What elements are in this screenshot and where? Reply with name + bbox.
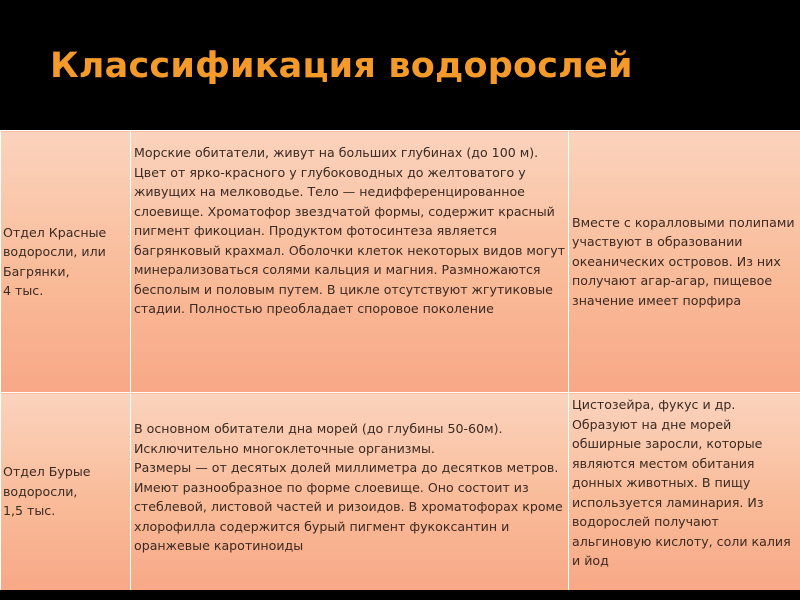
table-cell-usage: Вместе с коралловыми полипами участвуют в образовании океанических островов. Из них получают агар-агар, пищевое значение имеет порфира: [569, 131, 800, 393]
table-row-red-algae: [1, 131, 800, 393]
slide-bottom-bar: [0, 590, 800, 600]
table-cell-usage: Цистозейра, фукус и др. Образуют на дне морей обширные заросли, которые являются местом обитания донных животных. В пищу используется ламинария. Из водорослей получают альгиновую кислоту, соли калия и йод: [569, 393, 800, 591]
table-cell-division-name: Отдел Бурые водоросли, 1,5 тыс.: [1, 393, 131, 591]
algae-classification-table: [0, 130, 800, 591]
table-cell-division-name: Отдел Красные водоросли, или Багрянки, 4 тыс.: [1, 131, 131, 393]
table-row-brown-algae: [1, 393, 800, 591]
table-cell-description: В основном обитатели дна морей (до глубины 50-60м). Исключительно многоклеточные организмы. Размеры — от десятых долей миллиметра до десятков метров. Имеют разнообразное по форме слоевище. Оно состоит из стеблевой, листовой частей и ризоидов. В хроматофорах кроме хлорофилла содержится бурый пигмент фукоксантин и оранжевые каротиноиды: [131, 393, 569, 591]
table-cell-description: Морские обитатели, живут на больших глубинах (до 100 м). Цвет от ярко-красного у глубоководных до желтоватого у живущих на мелководье. Тело — недифференцированное слоевище. Хроматофор звездчатой формы, содержит красный пигмент фикоциан. Продуктом фотосинтеза является багрянковый крахмал. Оболочки клеток некоторых видов могут минерализоваться солями кальция и магния. Размножаются бесполым и половым путем. В цикле отсутствуют жгутиковые стадии. Полностью преобладает споровое поколение: [131, 131, 569, 393]
slide-title: Классификация водорослей: [50, 46, 633, 86]
